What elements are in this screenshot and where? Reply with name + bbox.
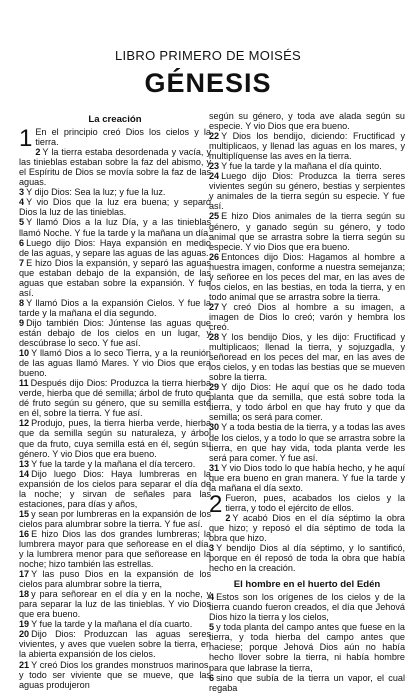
verse <box>209 592 405 622</box>
verse <box>209 332 405 382</box>
verse <box>19 197 211 217</box>
verse-number: 23 <box>209 161 220 172</box>
verse <box>19 629 211 659</box>
verse-text: Y llamó Dios a la luz Día, y a las tinieblas llamó Noche. Y fue la tarde y la mañana un día. <box>19 217 211 238</box>
chapter-number: 2 <box>209 490 223 518</box>
verse-number: 3 <box>209 543 215 554</box>
chapter-number: 1 <box>19 125 33 153</box>
verse-text: Y vio Dios que la luz era buena; y separó Dios la luz de las tinieblas. <box>19 197 211 218</box>
verse-number: 20 <box>19 629 30 640</box>
verse <box>19 589 211 619</box>
verse-number: 30 <box>209 422 220 433</box>
verse-number: 29 <box>209 382 220 393</box>
section-heading: La creación <box>88 114 142 125</box>
verse-number: 11 <box>19 378 29 389</box>
verse <box>19 125 211 153</box>
verse <box>209 211 405 251</box>
verse-text: Después dijo Dios: Produzca la tierra hierba verde, hierba que dé semilla; árbol de fruto que dé fruto según su género, que su semilla esté en él, sobre la tierra. Y fue así. <box>19 378 211 419</box>
verse-number: 25 <box>209 211 220 222</box>
verse-text: Y fue la tarde y la mañana el día tercero. <box>31 458 196 469</box>
verse <box>209 463 405 493</box>
right-paragraphs-a <box>209 111 405 493</box>
verse-text: Y las puso Dios en la expansión de los cielos para alumbrar sobre la tierra, <box>19 569 211 590</box>
verse-text: Y bendijo Dios al día séptimo, y lo santificó, porque en él reposó de toda la obra que había hecho en la creación. <box>209 543 405 574</box>
verse <box>209 382 405 422</box>
verse-text: y sean por lumbreras en la expansión de los cielos para alumbrar sobre la tierra. Y fue así. <box>19 508 211 529</box>
book-title: LIBRO PRIMERO DE MOISÉS <box>114 48 302 63</box>
verse <box>19 529 211 569</box>
verse-number: 12 <box>19 418 30 429</box>
verse-text: Entonces dijo Dios: Hagamos al hombre a nuestra imagen, conforme a nuestra semejanza; y señoree en los peces del mar, en las aves de los cielos, en las bestias, en toda la tierra, y en todo animal que se arrastra sobre la tierra. <box>209 251 405 302</box>
verse <box>19 469 211 509</box>
left-paragraphs <box>19 127 211 690</box>
verse <box>19 509 211 529</box>
verse-text: y para señorear en el día y en la noche, y para separar la luz de las tinieblas. Y vio Dios que era bueno. <box>19 589 211 620</box>
verse-number: 13 <box>19 458 30 469</box>
verse-text: Y fue la tarde y la mañana el día quinto. <box>221 161 382 172</box>
verse <box>19 418 211 458</box>
verse-text: Y acabó Dios en el día séptimo la obra que hizo; y reposó el día séptimo de toda la obra que hizo. <box>209 512 405 543</box>
verse-text: Y la tierra estaba desordenada y vacía, y las tinieblas estaban sobre la faz del abismo, y el Espíritu de Dios se movía sobre la faz de las aguas. <box>19 147 211 188</box>
verse <box>209 422 405 462</box>
right-paragraphs-c <box>209 592 405 692</box>
verse-text: Luego dijo Dios: Haya expansión en medio de las aguas, y separe las aguas de las aguas. <box>19 237 211 258</box>
verse-number: 5 <box>19 217 25 228</box>
verse-text: Dijo también Dios: Júntense las aguas que están debajo de los cielos en un lugar, y descúbrase lo seco. Y fue así. <box>19 317 211 349</box>
verse <box>209 302 405 332</box>
verse-text: Y los bendijo Dios, y les dijo: Fructificad y multiplicaos; llenad la tierra, y sojuzgadla, y señoread en los peces del mar, en las aves de los cielos, y en todas las bestias que se mueven sobre la tierra. <box>209 332 405 383</box>
verse <box>19 258 211 298</box>
verse-text: Estos son los orígenes de los cielos y de la tierra cuando fueron creados, el día que Jehová Dios hizo la tierra y los cielos, <box>209 592 405 623</box>
verse-text: y toda planta del campo antes que fuese en la tierra, y toda hierba del campo antes que naciese; porque Jehová Dios aún no había hecho llover sobre la tierra, ni había hombre para que labrase la tierra, <box>209 622 405 673</box>
verse-text: Y creó Dios los grandes monstruos marinos, y todo ser viviente que se mueve, que las aguas produjeron <box>19 659 211 690</box>
verse-number: 21 <box>19 659 30 670</box>
verse <box>19 298 211 318</box>
verse-number: 6 <box>209 672 215 683</box>
page-title: GÉNESIS <box>144 68 272 98</box>
verse <box>19 217 211 237</box>
verse <box>19 459 211 469</box>
verse-number: 4 <box>209 592 215 603</box>
verse-number: 24 <box>209 171 220 182</box>
verse <box>209 131 405 161</box>
left-column <box>19 114 211 690</box>
verse <box>209 622 405 672</box>
verse <box>19 348 211 378</box>
verse <box>19 238 211 258</box>
verse-text: Y fue la tarde y la mañana el día cuarto. <box>31 619 193 630</box>
verse-number: 31 <box>209 462 220 473</box>
verse-text: Produjo, pues, la tierra hierba verde, hierba que da semilla según su naturaleza, y árbol que da fruto, cuya semilla está en él, según su género. Y vio Dios que era bueno. <box>19 418 211 459</box>
verse <box>209 252 405 302</box>
verse-number: 2 <box>35 147 41 158</box>
verse-number: 3 <box>19 187 25 198</box>
verse <box>209 490 405 518</box>
verse-text: E hizo Dios las dos grandes lumbreras; la lumbrera mayor para que señorease en el día, y la lumbrera menor para que señorease en la noche; hizo también las estrellas. <box>19 528 211 570</box>
verse-number: 4 <box>19 197 25 208</box>
verse-text: E hizo Dios la expansión, y separó las aguas que estaban debajo de la expansión, de las aguas que estaban sobre la expansión. Y fue así. <box>19 257 211 298</box>
verse <box>19 378 211 418</box>
verse-number: 5 <box>209 622 215 633</box>
right-paragraphs-b <box>209 490 405 574</box>
verse-number: 14 <box>19 468 30 479</box>
verse <box>209 171 405 211</box>
verse <box>209 543 405 573</box>
verse-text: Y dijo Dios: Sea la luz; y fue la luz. <box>26 187 166 198</box>
verse-number: 15 <box>19 508 30 519</box>
section-heading: El hombre en el huerto del Edén <box>233 579 381 591</box>
verse <box>209 161 405 171</box>
verse <box>209 111 405 131</box>
right-column <box>209 111 405 693</box>
verse-text: Y vio Dios todo lo que había hecho, y he aquí que era bueno en gran manera. Y fue la tarde y la mañana el día sexto. <box>209 462 405 493</box>
verse-number: 10 <box>19 348 30 359</box>
verse-number: 18 <box>19 589 30 600</box>
verse-text: Fueron, pues, acabados los cielos y la tierra, y todo el ejército de ellos. <box>225 492 405 513</box>
verse-text: Y creó Dios al hombre a su imagen, a imagen de Dios lo creó; varón y hembra los creó. <box>209 301 405 332</box>
verse-number: 8 <box>19 297 25 308</box>
verse-text: En el principio creó Dios los cielos y la tierra. <box>35 127 211 148</box>
verse-number: 27 <box>209 301 220 312</box>
verse-number: 19 <box>19 619 30 630</box>
verse-number: 9 <box>19 317 25 328</box>
verse-number: 26 <box>209 251 220 262</box>
verse-text: Y llamó Dios a la expansión Cielos. Y fue la tarde y la mañana el día segundo. <box>19 297 211 318</box>
verse-text: Luego dijo Dios: Produzca la tierra seres vivientes según su género, bestias y serpientes y animales de la tierra según su especie. Y fue así. <box>209 171 405 212</box>
verse-number: 16 <box>19 528 30 539</box>
verse-number: 2 <box>225 512 231 523</box>
verse-text: según su género, y toda ave alada según su especie. Y vio Dios que era bueno. <box>209 111 405 132</box>
verse <box>19 187 211 197</box>
verse-text: Y dijo Dios: He aquí que os he dado toda planta que da semilla, que está sobre toda la tierra, y todo árbol en que hay fruto y que da semilla; os será para comer. <box>209 382 405 423</box>
verse-text: Y a toda bestia de la tierra, y a todas las aves de los cielos, y a todo lo que se arrastra sobre la tierra, en que hay vida, toda planta verde les será para comer. Y fue así. <box>209 422 405 463</box>
verse-text: sino que subía de la tierra un vapor, el cual regaba <box>209 672 405 693</box>
verse-number: 7 <box>19 257 25 268</box>
verse-number: 6 <box>19 237 25 248</box>
verse-text: Dijo luego Dios: Haya lumbreras en la expansión de los cielos para separar el día de la noche; y sirvan de señales para las estaciones, para días y años, <box>19 468 211 509</box>
verse <box>19 660 211 690</box>
verse-number: 17 <box>19 569 30 580</box>
verse <box>209 513 405 543</box>
verse <box>19 619 211 629</box>
verse <box>209 673 405 693</box>
verse-number: 22 <box>209 131 220 142</box>
verse-text: Y llamó Dios a lo seco Tierra, y a la reunión de las aguas llamó Mares. Y vio Dios que era bueno. <box>19 348 211 379</box>
verse-text: E hizo Dios animales de la tierra según su género, y ganado según su género, y todo animal que se arrastra sobre la tierra según su especie. Y vio Dios que era bueno. <box>209 211 405 252</box>
verse <box>19 147 211 187</box>
verse <box>19 318 211 348</box>
verse-text: Dijo Dios: Produzcan las aguas seres vivientes, y aves que vuelen sobre la tierra, en la abierta expansión de los cielos. <box>19 629 211 660</box>
verse-number: 28 <box>209 332 220 343</box>
verse-text: Y Dios los bendijo, diciendo: Fructificad y multiplicaos, y llenad las aguas en los mares, y multiplíquense las aves en la tierra. <box>209 131 405 162</box>
verse <box>19 569 211 589</box>
